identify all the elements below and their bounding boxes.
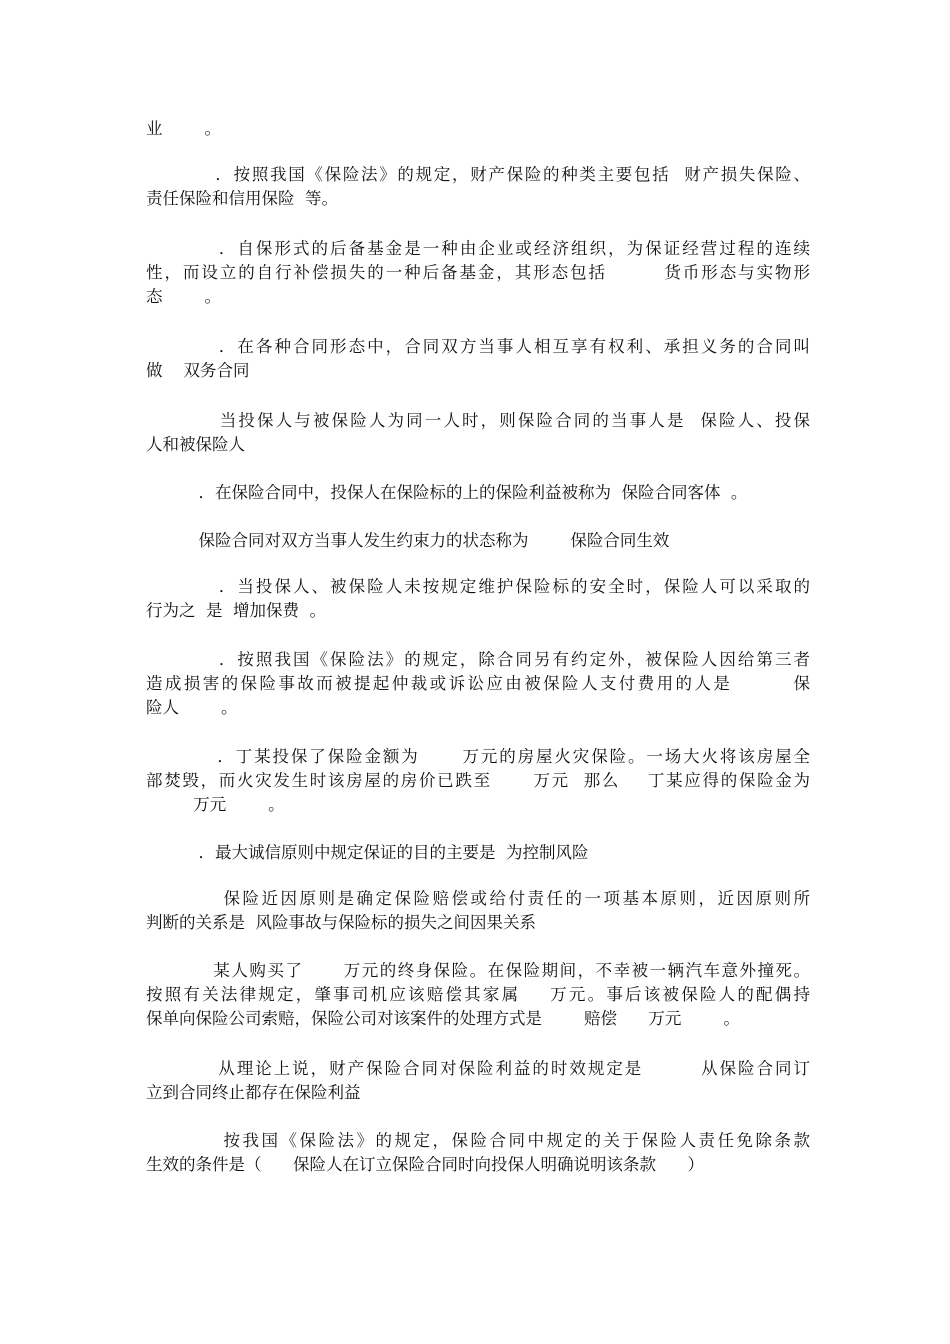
text-line: ．在各种合同形态中，合同双方当事人相互享有权利、承担义务的合同叫 — [146, 337, 810, 356]
text-line: ．丁某投保了保险金额为 万元的房屋火灾保险。一场大火将该房屋全 — [146, 747, 810, 766]
text-line: 人和被保险人 — [146, 435, 245, 454]
text-line: 业 。 — [146, 119, 221, 138]
text-line: 做 双务合同 — [146, 361, 250, 380]
text-line: ．按照我国《保险法》的规定，财产保险的种类主要包括 财产损失保险、 — [146, 165, 810, 184]
text-line: 某人购买了 万元的终身保险。在保险期间，不幸被一辆汽车意外撞死。 — [146, 961, 810, 980]
text-line: 从理论上说，财产保险合同对保险利益的时效规定是 从保险合同订 — [146, 1059, 810, 1078]
text-line: 按照有关法律规定，肇事司机应该赔偿其家属 万元。事后该被保险人的配偶持 — [146, 985, 810, 1004]
text-line: 态 。 — [146, 287, 221, 306]
text-line: ．当投保人、被保险人未按规定维护保险标的安全时，保险人可以采取的 — [146, 577, 810, 596]
text-line: 保险近因原则是确定保险赔偿或给付责任的一项基本原则，近因原则所 — [146, 889, 810, 908]
text-line: 立到合同终止都存在保险利益 — [146, 1083, 361, 1102]
text-line: ．按照我国《保险法》的规定，除合同另有约定外，被保险人因给第三者 — [146, 650, 810, 669]
text-line: 行为之 是 增加保费 。 — [146, 601, 326, 620]
text-line: 当投保人与被保险人为同一人时，则保险合同的当事人是 保险人、投保 — [146, 411, 810, 430]
text-line: 造成损害的保险事故而被提起仲裁或诉讼应由被保险人支付费用的人是 保 — [146, 674, 810, 693]
text-line: ．在保险合同中，投保人在保险标的上的保险利益被称为 保险合同客体 。 — [146, 483, 748, 502]
text-line: 万元 。 — [146, 795, 285, 814]
text-line: 判断的关系是 风险事故与保险标的损失之间因果关系 — [146, 913, 536, 932]
text-line: 部焚毁，而火灾发生时该房屋的房价已跌至 万元 那么 丁某应得的保险金为 — [146, 771, 810, 790]
text-line: 按我国《保险法》的规定，保险合同中规定的关于保险人责任免除条款 — [146, 1131, 810, 1150]
text-line: 责任保险和信用保险 等。 — [146, 189, 338, 208]
text-line: 生效的条件是（ 保险人在订立保险合同时向投保人明确说明该条款 ） — [146, 1155, 704, 1174]
text-line: 保单向保险公司索赔，保险公司对该案件的处理方式是 赔偿 万元 。 — [146, 1009, 740, 1028]
text-line: ．最大诚信原则中规定保证的目的主要是 为控制风险 — [146, 843, 589, 862]
text-line: 保险合同对双方当事人发生约束力的状态称为 保险合同生效 — [146, 531, 670, 550]
text-line: 险人 。 — [146, 698, 238, 717]
text-line: 性，而设立的自行补偿损失的一种后备基金，其形态包括 货币形态与实物形 — [146, 263, 810, 282]
text-line: ．自保形式的后备基金是一种由企业或经济组织，为保证经营过程的连续 — [146, 239, 810, 258]
